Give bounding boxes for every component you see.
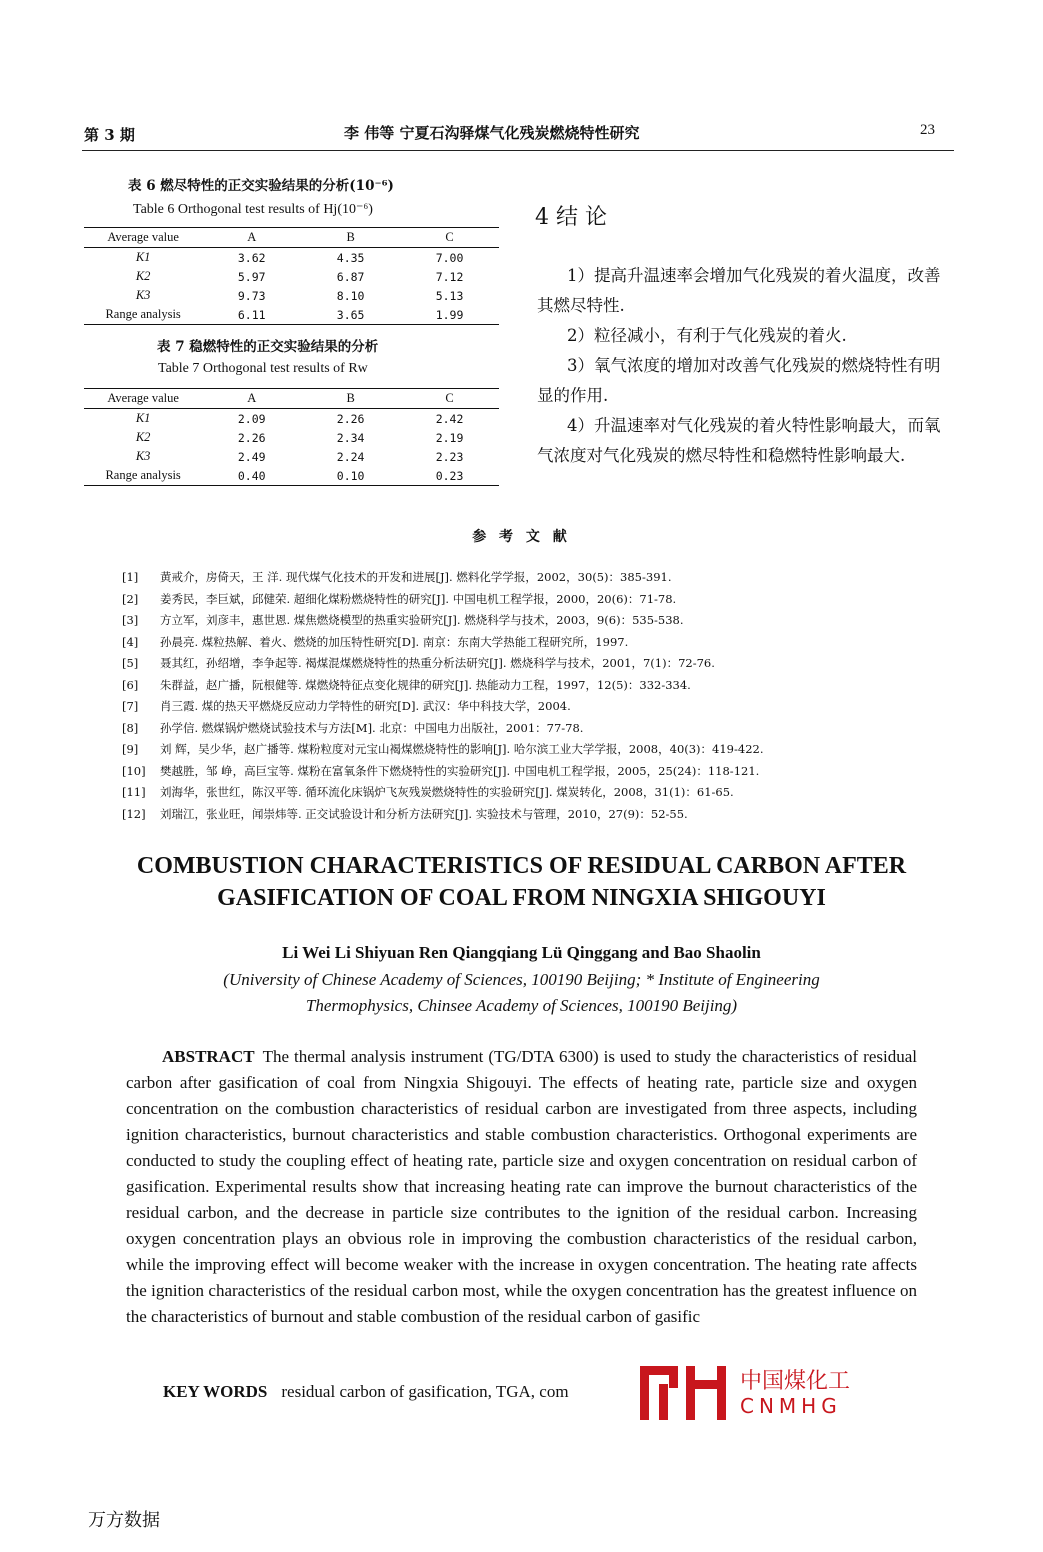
header-rule bbox=[82, 150, 954, 151]
reference-item bbox=[122, 739, 922, 761]
reference-text: 樊越胜，邹 峥，高巨宝等. 煤粉在富氧条件下燃烧特性的实验研究[J]. 中国电机工程学报，2005，25(24)：118-121. bbox=[160, 763, 760, 778]
table7-caption-en: Table 7 Orthogonal test results of Rw bbox=[158, 361, 368, 376]
column-header: A bbox=[202, 228, 301, 248]
reference-list bbox=[122, 567, 922, 825]
references-heading: 参 考 文 献 bbox=[472, 529, 571, 545]
table-cell: 3.65 bbox=[301, 305, 400, 325]
table6-caption-en: Table 6 Orthogonal test results of Hj(10⁻⁶) bbox=[133, 202, 373, 217]
reference-item bbox=[122, 567, 922, 589]
reference-number: [4] bbox=[122, 634, 139, 649]
affiliation-line: (University of Chinese Academy of Sciences, 100190 Beijing; * Institute of Engineering bbox=[223, 970, 820, 989]
issue-number: 第 3 期 bbox=[84, 126, 135, 144]
table-header-row bbox=[84, 228, 499, 248]
english-title-line: GASIFICATION OF COAL FROM NINGXIA SHIGOUYI bbox=[217, 885, 826, 911]
table7-caption-cn: 表 7 稳燃特性的正交实验结果的分析 bbox=[157, 339, 379, 355]
table-cell: 2.49 bbox=[237, 449, 266, 464]
conclusion-item: 4）升温速率对气化残炭的着火特性影响最大，而氧气浓度对气化残炭的燃尽特性和稳燃特性影响最大. bbox=[537, 416, 941, 465]
table-row bbox=[84, 466, 499, 486]
column-header: C bbox=[400, 389, 499, 409]
table7 bbox=[84, 388, 499, 486]
table-cell: 2.26 bbox=[237, 430, 266, 445]
row-label: K3 bbox=[135, 449, 151, 463]
reference-number: [6] bbox=[122, 677, 139, 692]
table-cell: 4.35 bbox=[336, 250, 365, 265]
table-row bbox=[84, 286, 499, 305]
table-cell: 2.26 bbox=[336, 411, 365, 426]
reference-number: [2] bbox=[122, 591, 139, 606]
table-cell: 2.23 bbox=[435, 449, 464, 464]
table-cell: 2.09 bbox=[237, 411, 266, 426]
reference-item bbox=[122, 804, 922, 826]
reference-text: 朱群益，赵广播，阮根健等. 煤燃烧特征点变化规律的研究[J]. 热能动力工程，1997，12(5)：332-334. bbox=[160, 677, 691, 692]
reference-text: 方立军，刘彦丰，惠世恩. 煤焦燃烧模型的热重实验研究[J]. 燃烧科学与技术，2003，9(6)：535-538. bbox=[160, 613, 684, 627]
reference-text: 孙学信. 燃煤锅炉燃烧试验技术与方法[M]. 北京：中国电力出版社，2001：77-78. bbox=[160, 720, 584, 735]
reference-text: 刘 辉，吴少华，赵广播等. 煤粉粒度对元宝山褐煤燃烧特性的影响[J]. 哈尔滨工业大学学报，2008，40(3)：419-422. bbox=[160, 742, 764, 756]
running-title: 李 伟等 宁夏石沟驿煤气化残炭燃烧特性研究 bbox=[344, 124, 640, 142]
column-header: Average value bbox=[84, 389, 202, 409]
row-label: Range analysis bbox=[84, 305, 202, 325]
column-header: B bbox=[301, 389, 400, 409]
reference-item bbox=[122, 718, 922, 740]
abstract-text: The thermal analysis instrument (TG/DTA 6300) is used to study the characteristics of residual carbon after gasification of coal from Ningxia Shigouyi. The effects of heating rate, particle size and oxygen concentration on the combustion characteristics of residual carbon are investigated from three aspects, including ignition characteristics, burnout characteristics and stable combustion characteristics. Orthogonal experiments are conducted to study the coupling effect of heating rate, particle size and oxygen concentration on residual carbon of gasification. Experimental results show that increasing heating rate can improve the burnout characteristics of the residual carbon, and the decrease in particle size contributes to the ignition of the residual carbon. Increasing oxygen concentration plays an obvious role in improving the combustion characteristics of the residual carbon, while the improving effect will become weaker with the increase in oxygen concentration. The heating rate affects the ignition characteristics of the residual carbon most, while the oxygen concentration has the greatest influence on the characteristics of burnout and stable combustion of the residual carbon of gasific bbox=[126, 1047, 917, 1326]
row-label: Range analysis bbox=[84, 466, 202, 486]
conclusion-heading: 4 结 论 bbox=[535, 205, 607, 230]
table-row bbox=[84, 248, 499, 268]
reference-text: 聂其红，孙绍增，李争起等. 褐煤混煤燃烧特性的热重分析法研究[J]. 燃烧科学与技术，2001，7(1)：72-76. bbox=[160, 656, 715, 670]
conclusion-item: 3）氧气浓度的增加对改善气化残炭的燃烧特性有明显的作用. bbox=[537, 356, 941, 405]
table-cell: 6.11 bbox=[202, 305, 301, 325]
column-header: C bbox=[400, 228, 499, 248]
table-cell: 2.19 bbox=[435, 430, 464, 445]
table-cell: 1.99 bbox=[400, 305, 499, 325]
reference-number: [7] bbox=[122, 699, 139, 713]
affiliation-line: Thermophysics, Chinsee Academy of Sciences, 100190 Beijing) bbox=[305, 996, 738, 1015]
watermark-logo bbox=[640, 1362, 734, 1424]
reference-text: 刘海华，张世红，陈汉平等. 循环流化床锅炉飞灰残炭燃烧特性的实验研究[J]. 煤炭转化，2008，31(1)：61-65. bbox=[160, 785, 734, 799]
watermark-text-cn: 中国煤化工 bbox=[740, 1369, 851, 1394]
reference-item bbox=[122, 653, 922, 675]
table-cell: 0.23 bbox=[400, 466, 499, 486]
reference-item bbox=[122, 761, 922, 783]
reference-number: [11] bbox=[122, 785, 146, 799]
reference-text: 肖三霞. 煤的热天平燃烧反应动力学特性的研究[D]. 武汉：华中科技大学，2004. bbox=[160, 699, 571, 713]
keywords-text: residual carbon of gasification, TGA, com bbox=[281, 1382, 569, 1401]
table-cell: 6.87 bbox=[336, 269, 365, 284]
reference-number: [10] bbox=[122, 763, 146, 778]
table-cell: 2.24 bbox=[336, 449, 365, 464]
keywords-label: KEY WORDS bbox=[163, 1382, 268, 1401]
reference-number: [12] bbox=[122, 806, 146, 821]
table-cell: 0.40 bbox=[202, 466, 301, 486]
english-title-line: COMBUSTION CHARACTERISTICS OF RESIDUAL CARBON AFTER bbox=[136, 853, 907, 879]
column-header: A bbox=[202, 389, 301, 409]
conclusion-list bbox=[537, 261, 953, 471]
page-number: 23 bbox=[920, 122, 935, 138]
reference-text: 黄戒介，房倚天，王 洋. 现代煤气化技术的开发和进展[J]. 燃料化学学报，2002，30(5)：385-391. bbox=[160, 570, 672, 584]
reference-text: 孙晨亮. 煤粒热解、着火、燃烧的加压特性研究[D]. 南京：东南大学热能工程研究所，1997. bbox=[160, 634, 629, 649]
reference-text: 刘瑞江，张业旺，闻崇炜等. 正交试验设计和分析方法研究[J]. 实验技术与管理，2010，27(9)：52-55. bbox=[160, 806, 688, 821]
table-cell: 7.12 bbox=[435, 269, 464, 284]
authors: Li Wei Li Shiyuan Ren Qiangqiang Lü Qinggang and Bao Shaolin bbox=[282, 943, 761, 962]
affiliation bbox=[0, 967, 1043, 1019]
table-header-row bbox=[84, 389, 499, 409]
column-header: Average value bbox=[84, 228, 202, 248]
watermark-text-en: CNMHG bbox=[740, 1394, 842, 1418]
reference-item bbox=[122, 782, 922, 804]
reference-number: [8] bbox=[122, 720, 139, 735]
reference-number: [3] bbox=[122, 613, 139, 627]
english-title bbox=[0, 850, 1043, 914]
reference-number: [5] bbox=[122, 656, 139, 670]
column-header: B bbox=[301, 228, 400, 248]
row-label: K1 bbox=[135, 411, 151, 425]
table-cell: 2.34 bbox=[336, 430, 365, 445]
reference-item bbox=[122, 632, 922, 654]
table6-caption-cn: 表 6 燃尽特性的正交实验结果的分析(10⁻⁶) bbox=[128, 178, 394, 194]
table-cell: 3.62 bbox=[237, 250, 266, 265]
reference-item bbox=[122, 675, 922, 697]
table-cell: 8.10 bbox=[336, 288, 365, 303]
conclusion-item: 2）粒径减小，有利于气化残炭的着火. bbox=[567, 326, 847, 345]
abstract bbox=[126, 1044, 917, 1330]
reference-item bbox=[122, 589, 922, 611]
row-label: K1 bbox=[135, 250, 151, 264]
source-label: 万方数据 bbox=[88, 1510, 160, 1531]
table-cell: 7.00 bbox=[435, 250, 464, 265]
table6 bbox=[84, 227, 499, 325]
table-row bbox=[84, 409, 499, 429]
table-row bbox=[84, 305, 499, 325]
reference-item bbox=[122, 610, 922, 632]
conclusion-item: 1）提高升温速率会增加气化残炭的着火温度，改善其燃尽特性. bbox=[537, 266, 941, 315]
table-cell: 2.42 bbox=[435, 411, 464, 426]
table-cell: 5.97 bbox=[237, 269, 266, 284]
table-cell: 0.10 bbox=[301, 466, 400, 486]
keywords bbox=[163, 1382, 569, 1402]
table-row bbox=[84, 447, 499, 466]
row-label: K2 bbox=[135, 430, 151, 444]
reference-item bbox=[122, 696, 922, 718]
abstract-label: ABSTRACT bbox=[162, 1047, 255, 1066]
row-label: K2 bbox=[135, 269, 151, 283]
table-row bbox=[84, 428, 499, 447]
table-cell: 9.73 bbox=[237, 288, 266, 303]
cnmhg-logo-icon bbox=[640, 1362, 734, 1420]
table-cell: 5.13 bbox=[435, 288, 464, 303]
reference-number: [1] bbox=[122, 570, 139, 584]
reference-text: 姜秀民，李巨斌，邱健荣. 超细化煤粉燃烧特性的研究[J]. 中国电机工程学报，2000，20(6)：71-78. bbox=[160, 591, 677, 606]
table-row bbox=[84, 267, 499, 286]
reference-number: [9] bbox=[122, 742, 139, 756]
row-label: K3 bbox=[135, 288, 151, 302]
